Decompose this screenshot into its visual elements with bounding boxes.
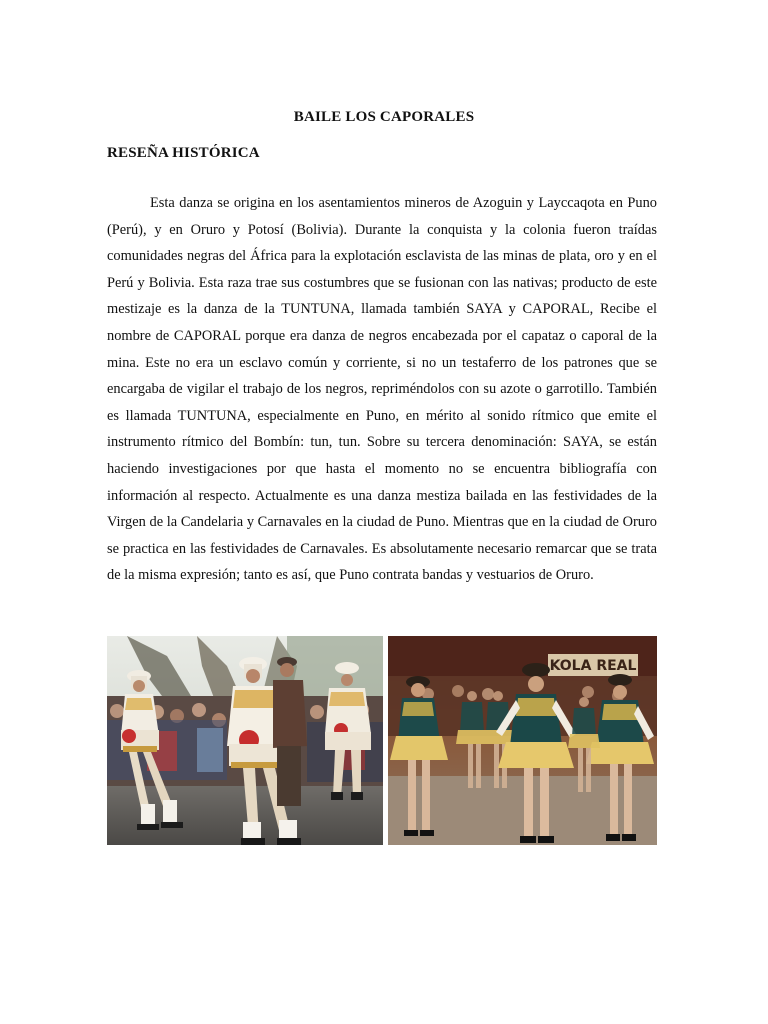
history-paragraph: Esta danza se origina en los asentamientos mineros de Azoguin y Layccaqota en Puno (Perú), y en Oruro y Potosí (Bolivia). Durante la conquista y la colonia fueron traídas comunidades negras del África para la explotación esclavista de las minas de plata, oro y en el Perú y Bolivia. Esta raza trae sus costumbres que se fusionan con las nativas; producto de este mestizaje es la danza de la TUNTUNA, llamada también SAYA y CAPORAL, Recibe el nombre de CAPORAL porque era danza de negros encabezada por el capataz o caporal de la mina. Este no era un esclavo común y corriente, si no un testaferro de los patrones que se encargaba de vigilar el trabajo de los negros, repriméndolos con su azote o garrotillo. También es llamada TUNTUNA, especialmente en Puno, en mérito al sonido rítmico que emite el instrumento rítmico del Bombín: tun, tun. Sobre su tercera denominación: SAYA, se están haciendo investigaciones por que hasta el momento no se encuentra bibliografía con información al respecto. Actualmente es una danza mestiza bailada en las festividades de la Virgen de la Candelaria y Carnavales en la ciudad de Puno. Mientras que en la ciudad de Oruro se practica en las festividades de Carnavales. Es absolutamente necesario remarcar que se trata de la misma expresión; tanto es así, que Puno contrata bandas y vestuarios de Oruro. [107, 195, 657, 584]
kola-real-sign: KOLA REAL [549, 658, 637, 674]
document-title: BAILE LOS CAPORALES [293, 109, 475, 125]
photo-row [107, 636, 657, 845]
caporales-street-photo [107, 636, 383, 845]
section-heading: RESEÑA HISTÓRICA [107, 145, 260, 161]
caporales-night-photo [388, 636, 657, 845]
